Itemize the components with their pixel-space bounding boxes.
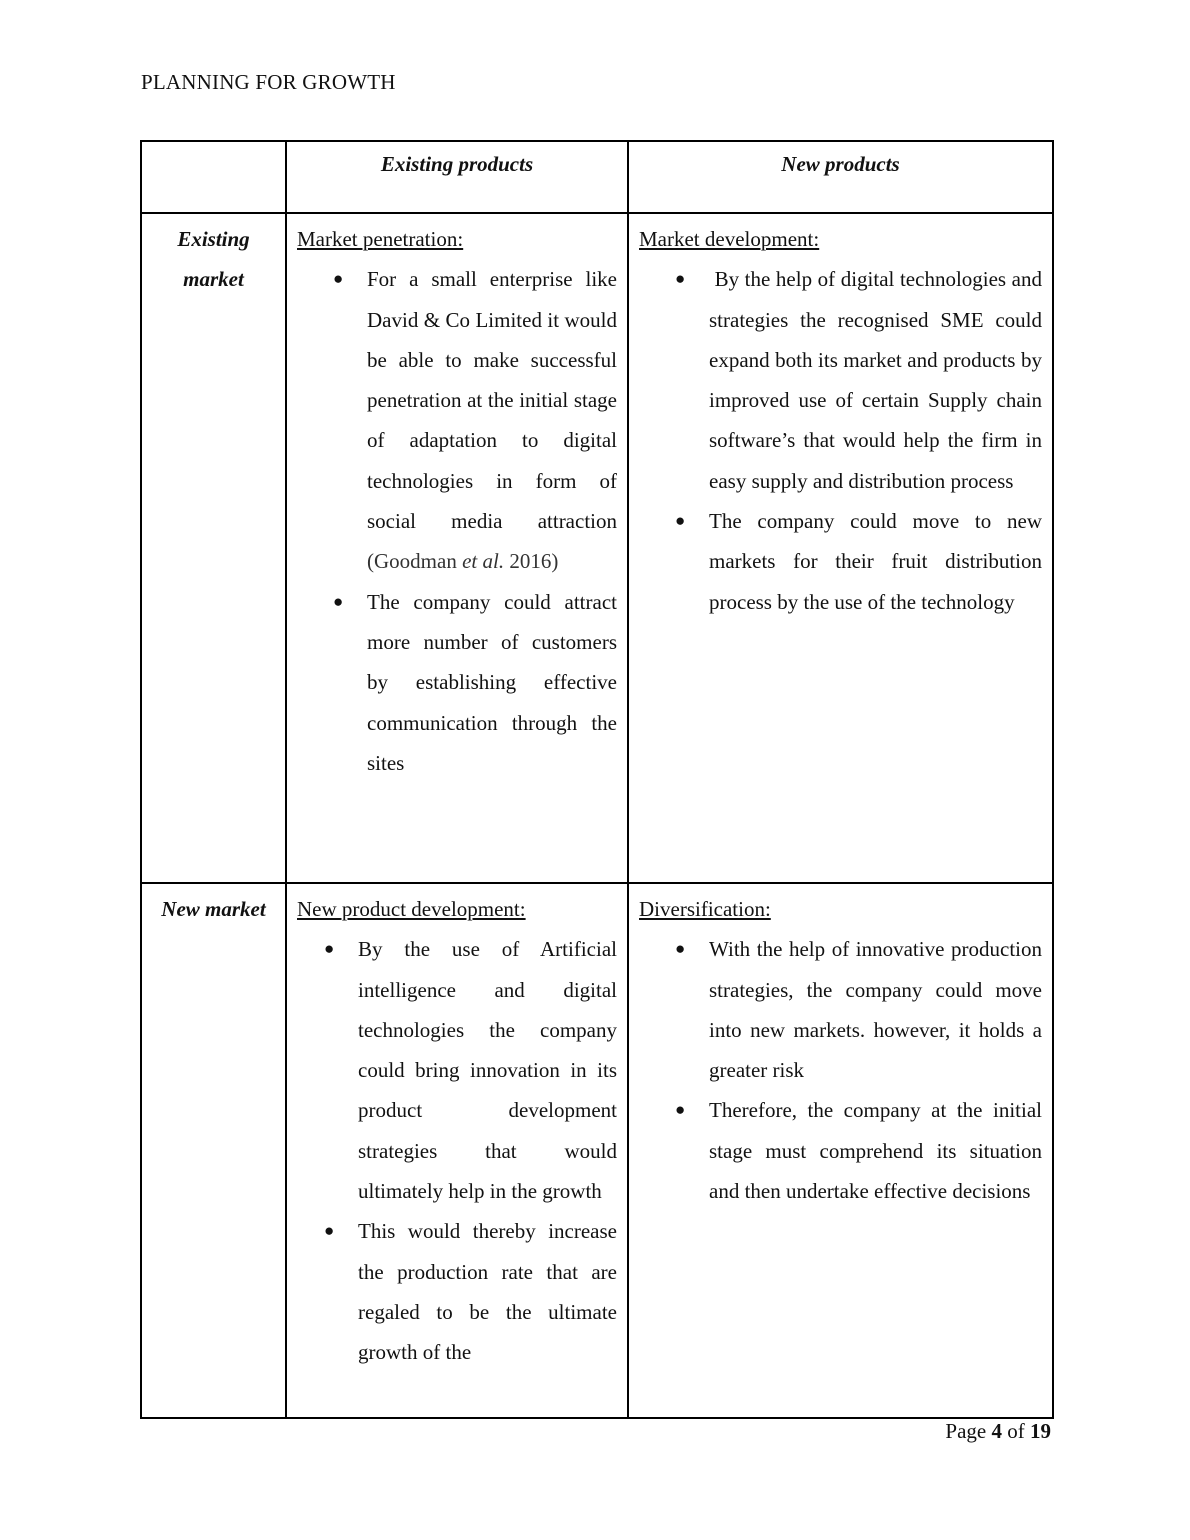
bullet-icon: ●: [333, 591, 344, 611]
of-word: of: [1007, 1419, 1025, 1443]
list-item: [297, 259, 617, 581]
bullet-list: [639, 259, 1048, 622]
page-number: 4: [991, 1419, 1002, 1443]
cell-diversification: [628, 883, 1053, 1418]
list-item: [639, 1090, 1042, 1211]
table-row: [141, 213, 1053, 883]
list-item: [639, 501, 1042, 622]
ansoff-matrix-table: [140, 140, 1054, 1419]
bullet-icon: ●: [333, 269, 344, 289]
bullet-list: [297, 929, 617, 1372]
list-item: [297, 582, 617, 783]
cell-title: Market penetration:: [297, 227, 464, 251]
bullet-text: For a small enterprise like David & Co Limited it would be able to make successful penetration at the initial stage of adaptation to digital technologies in form of social media attraction: [367, 267, 617, 534]
row-label-line: New market: [161, 897, 266, 921]
list-item: [297, 1211, 617, 1372]
cell-market-penetration: [286, 213, 628, 883]
citation-author: Goodman: [374, 549, 457, 574]
bullet-list: [639, 929, 1042, 1211]
page-word: Page: [945, 1419, 987, 1443]
bullet-icon: ●: [675, 269, 686, 289]
cell-market-development: [628, 213, 1053, 883]
corner-cell: [141, 141, 286, 213]
cell-new-product-development: [286, 883, 628, 1418]
bullet-icon: ●: [675, 939, 686, 959]
bullet-text: This would thereby increase the production rate that are regaled to be the ultimate growth of the: [358, 1219, 617, 1365]
page-footer: [945, 1419, 1051, 1444]
header-row: [141, 141, 1053, 213]
row-label-line: Existing: [177, 227, 250, 251]
bullet-list: [297, 259, 617, 783]
bullet-text: Therefore, the company at the initial stage must comprehend its situation and then undertake effective decisions: [709, 1098, 1042, 1204]
running-header: PLANNING FOR GROWTH: [141, 70, 396, 94]
bullet-text: The company could move to new markets for their fruit distribution process by the use of the technology: [709, 509, 1042, 614]
table-row: [141, 883, 1053, 1418]
list-item: [639, 259, 1048, 501]
cell-title: New product development:: [297, 897, 526, 921]
col-header-existing-products: Existing products: [286, 141, 628, 213]
citation-etal: et al.: [462, 549, 505, 574]
bullet-text: By the use of Artificial intelligence and digital technologies the company could bring innovation in its product development strategies that would ultimately help in the growth: [358, 937, 617, 1204]
row-header-new-market: [141, 883, 286, 1418]
bullet-icon: ●: [675, 511, 686, 531]
citation: (Goodman et al. 2016): [367, 549, 559, 574]
bullet-text: The company could attract more number of customers by establishing effective communication through the sites: [367, 589, 617, 775]
cell-title: Market development:: [639, 227, 820, 251]
bullet-text: By the help of digital technologies and strategies the recognised SME could expand both its market and products by improved use of certain Supply chain software’s that would help the firm in easy supply and distribution process: [709, 267, 1048, 493]
bullet-icon: ●: [324, 939, 335, 959]
row-label-line: market: [183, 267, 244, 291]
bullet-icon: ●: [324, 1221, 335, 1241]
col-header-new-products: New products: [628, 141, 1053, 213]
cell-title: Diversification:: [639, 897, 771, 921]
citation-year: 2016: [509, 549, 552, 574]
bullet-text: With the help of innovative production strategies, the company could move into new markets. however, it holds a greater risk: [709, 937, 1042, 1083]
list-item: [297, 929, 617, 1211]
list-item: [639, 929, 1042, 1090]
bullet-icon: ●: [675, 1100, 686, 1120]
row-header-existing-market: [141, 213, 286, 883]
page-total: 19: [1030, 1419, 1051, 1443]
